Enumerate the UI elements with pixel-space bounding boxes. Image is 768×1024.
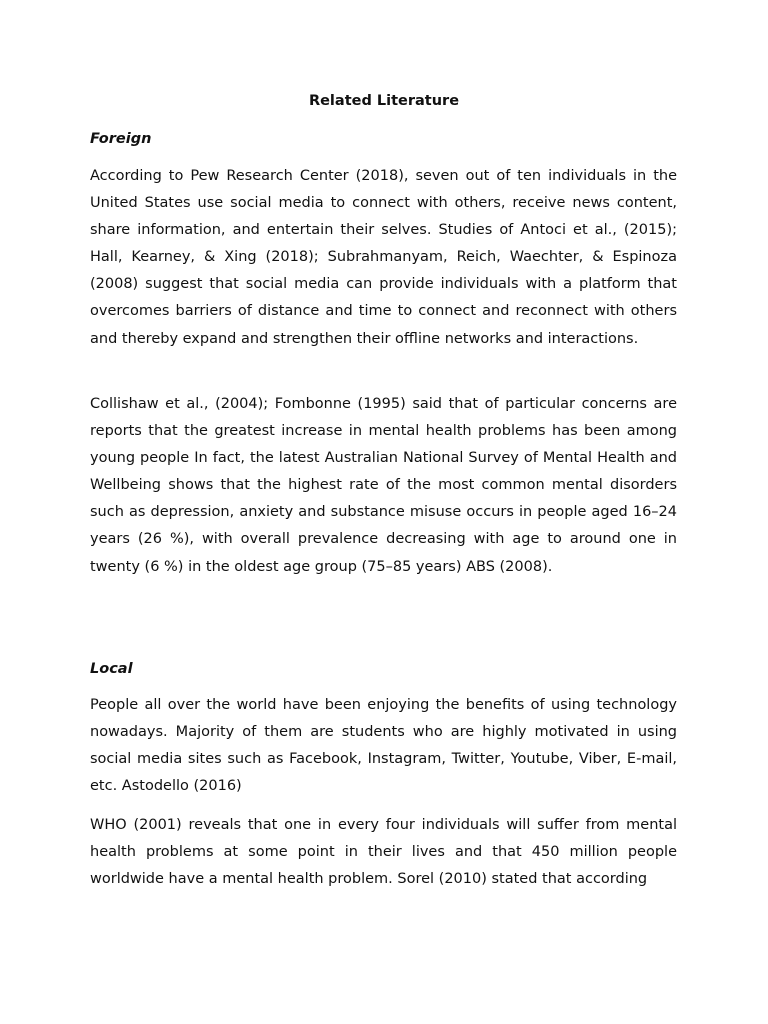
paragraph-foreign-1: According to Pew Research Center (2018), seven out of ten individuals in the United States use social media to connect with others, receive news content, share information, and entertain their selves. Studies of Antoci et al., (2015); Hall, Kearney, & Xing (2018); Subrahmanyam, Reich, Waechter, & Espinoza (2008) suggest that social media can provide individuals with a platform that overcomes barriers of distance and time to connect and reconnect with others and thereby expand and strengthen their offline networks and interactions. [90, 168, 677, 347]
page-title: Related Literature [308, 93, 460, 109]
section-heading-local: Local [90, 661, 133, 677]
section-heading-foreign: Foreign [90, 131, 152, 147]
paragraph-local-1: People all over the world have been enjoying the benefits of using technology nowadays. Majority of them are students who are highly motivated in using social media sites such as Facebook, Instagram, Twitter, Youtube, Viber, E-mail, etc. Astodello (2016) [90, 697, 677, 795]
paragraph-local-2: WHO (2001) reveals that one in every four individuals will suffer from mental health problems at some point in their lives and that 450 million people worldwide have a mental health problem. Sorel (2010) stated that according [90, 817, 677, 888]
paragraph-foreign-2: Collishaw et al., (2004); Fombonne (1995) said that of particular concerns are reports that the greatest increase in mental health problems has been among young people In fact, the latest Australian National Survey of Mental Health and Wellbeing shows that the highest rate of the most common mental disorders such as depression, anxiety and substance misuse occurs in people aged 16–24 years (26 %), with overall prevalence decreasing with age to around one in twenty (6 %) in the oldest age group (75–85 years) ABS (2008). [90, 396, 677, 575]
